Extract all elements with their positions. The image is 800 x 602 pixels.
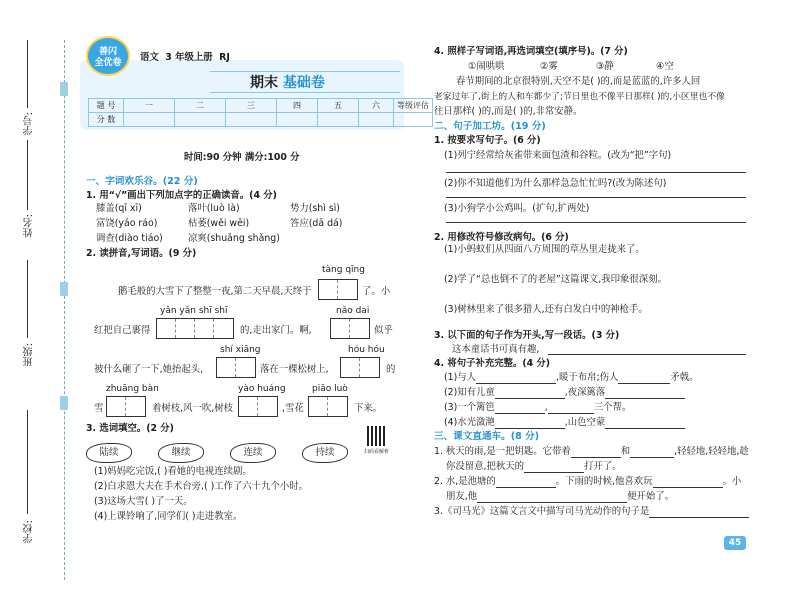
passage-text: 的 bbox=[386, 364, 396, 375]
passage-text: 鹅毛般的大雪下了整整一夜,第二天早晨,天终于 bbox=[118, 286, 312, 297]
c3-line[interactable]: 3.《司马光》这篇文言文中描写司马光动作的句子是 bbox=[434, 506, 749, 518]
c2-line2[interactable]: 朋友,他 便开始了。 bbox=[446, 491, 674, 502]
passage-text: ,雪花 bbox=[282, 403, 304, 414]
student-no-line[interactable] bbox=[27, 40, 28, 108]
q4-option: ④空 bbox=[656, 61, 674, 72]
class-label: 班级: bbox=[24, 343, 35, 367]
student-no-label: 学号: bbox=[24, 112, 35, 136]
s3-start: 这本童话书可真有趣, bbox=[452, 344, 540, 355]
passage-text: 雪 bbox=[94, 403, 104, 414]
time-score-line: 时间:90 分钟 满分:100 分 bbox=[184, 152, 300, 163]
s2-prompt: 2. 用修改符号修改病句。(6 分) bbox=[434, 232, 569, 243]
answer-line[interactable] bbox=[446, 197, 746, 198]
c2-line[interactable]: 2. 水,是池塘的 。下雨的时候,他喜欢玩 。小 bbox=[434, 476, 742, 487]
name-line[interactable] bbox=[27, 140, 28, 210]
word-option: 陆续 bbox=[86, 443, 132, 463]
binding-line bbox=[64, 40, 65, 580]
school-line[interactable] bbox=[27, 410, 28, 514]
q4-prompt: 4. 照样子写词语,再选词填空(填序号)。(7 分) bbox=[434, 46, 628, 57]
s4-prompt: 4. 将句子补充完整。(4 分) bbox=[434, 358, 551, 369]
qr-caption: 扫码看解析 bbox=[364, 449, 390, 455]
q3-item[interactable]: (4)上课铃响了,同学们( )走进教室。 bbox=[94, 511, 243, 522]
q1-item[interactable]: 调查(diào tiáo) bbox=[96, 233, 163, 244]
q4-option: ①闹哄哄 bbox=[468, 61, 505, 72]
answer-line[interactable] bbox=[548, 354, 746, 355]
answer-boxes[interactable] bbox=[156, 318, 234, 339]
q1-item[interactable]: 落叶(luò là) bbox=[188, 203, 240, 214]
exam-title: 期末 基础卷 bbox=[250, 75, 325, 91]
q4-option: ③静 bbox=[596, 61, 614, 72]
word-option: 持续 bbox=[302, 443, 348, 463]
passage-text: 落在一棵松树上, bbox=[260, 364, 329, 375]
q3-item[interactable]: (3)这场大雪( )了一天。 bbox=[94, 496, 193, 507]
passage-text: 着树枝,风一吹,树枝 bbox=[152, 403, 233, 414]
section-1-title: 一、字词欢乐谷。(22 分) bbox=[86, 176, 198, 187]
answer-boxes[interactable] bbox=[330, 318, 370, 339]
answer-boxes[interactable] bbox=[318, 279, 358, 300]
pinyin: nǎo dai bbox=[336, 306, 370, 316]
s2-item[interactable]: (1)小蚂蚁们从四面八方周围的草丛里走拢来了。 bbox=[444, 244, 645, 255]
name-label: 姓名: bbox=[24, 214, 35, 238]
pinyin: hóu hóu bbox=[348, 345, 385, 355]
c1-line[interactable]: 1. 秋天的雨,是一把钥匙。它带着 和 ,轻轻地,轻轻地,趁 bbox=[434, 446, 749, 457]
answer-boxes[interactable] bbox=[216, 357, 256, 378]
answer-boxes[interactable] bbox=[238, 396, 278, 417]
s3-prompt: 3. 以下面的句子作为开头,写一段话。(3 分) bbox=[434, 330, 620, 341]
word-option: 连续 bbox=[230, 443, 276, 463]
binding-mark bbox=[60, 282, 68, 296]
q3-item[interactable]: (2)白求恩大夫在手术台旁,( )工作了六十九个小时。 bbox=[94, 481, 309, 492]
s2-item[interactable]: (2)学了“总也倒不了的老屋”这篇课文,我印象很深刻。 bbox=[444, 274, 667, 285]
qr-code[interactable] bbox=[367, 426, 387, 446]
s4-item[interactable]: (1)与人 ,暖于布帛;伤人 矛戟。 bbox=[444, 372, 699, 383]
section-3-title: 三、课文直通车。(8 分) bbox=[434, 431, 540, 442]
answer-boxes[interactable] bbox=[308, 396, 348, 417]
passage-text: 被什么砸了一下,她抬起头, bbox=[94, 364, 204, 375]
section-2-title: 二、句子加工坊。(19 分) bbox=[434, 121, 546, 132]
s4-item[interactable]: (4)水光潋滟 ,山色空蒙 bbox=[444, 417, 685, 429]
subject-line: 语文 3 年级上册 RJ bbox=[140, 52, 230, 63]
binding-mark bbox=[60, 82, 68, 96]
q4-option: ②雾 bbox=[540, 61, 558, 72]
answer-line[interactable] bbox=[446, 172, 746, 173]
q1-item[interactable]: 富饶(yáo ráo) bbox=[96, 218, 158, 229]
q4-text[interactable]: 春节期间的北京很特别,天空不是( )的,而是蓝蓝的,许多人回 bbox=[456, 76, 701, 87]
q1-item[interactable]: 答应(dā dá) bbox=[290, 218, 343, 229]
passage-text: 似乎 bbox=[374, 325, 393, 336]
q1-item[interactable]: 膝盖(qī xī) bbox=[96, 203, 142, 214]
q3-prompt: 3. 选词填空。(2 分) bbox=[86, 423, 174, 434]
passage-text: 下来。 bbox=[354, 403, 383, 414]
pinyin: tàng qīng bbox=[322, 265, 365, 275]
q4-text[interactable]: 老家过年了,街上的人和车都少了;节日里也不像平日那样( )的,小区里也不像 bbox=[434, 92, 725, 102]
class-line[interactable] bbox=[27, 260, 28, 338]
pinyin: shí xiāng bbox=[220, 345, 261, 355]
word-option: 继续 bbox=[158, 443, 204, 463]
passage-text: 了。小 bbox=[362, 286, 391, 297]
page-number: 45 bbox=[724, 536, 746, 550]
s4-item[interactable]: (3)一个篱笆 , 三个帮。 bbox=[444, 402, 632, 413]
answer-boxes[interactable] bbox=[340, 357, 380, 378]
s1-prompt: 1. 按要求写句子。(6 分) bbox=[434, 135, 541, 146]
q2-prompt: 2. 读拼音,写词语。(9 分) bbox=[86, 248, 197, 259]
answer-line[interactable] bbox=[446, 222, 746, 223]
s4-item[interactable]: (2)知有儿童 ,夜深篱落 bbox=[444, 387, 685, 399]
school-label: 学校: bbox=[24, 520, 35, 544]
s1-item: (2)你不知道他们为什么那样急急忙忙吗?(改为陈述句) bbox=[444, 178, 667, 189]
passage-text: 的,走出家门。啊, bbox=[240, 325, 312, 336]
c1-line2[interactable]: 你没留意,把秋天的 打开了。 bbox=[446, 461, 622, 472]
binding-mark bbox=[60, 396, 68, 410]
score-table: 题 号 一 二 三 四 五 六 等级评估 分 数 bbox=[88, 98, 433, 127]
brand-logo: 善闪 全优卷 bbox=[86, 36, 130, 76]
q1-item[interactable]: 凉爽(shuǎng shǎng) bbox=[188, 233, 280, 244]
q3-item[interactable]: (1)妈妈吃完饭,( )看她的电视连续剧。 bbox=[94, 466, 252, 477]
pinyin: piāo luò bbox=[312, 384, 348, 394]
s1-item: (1)列宁经常给灰雀带来面包渣和谷粒。(改为“把”字句) bbox=[444, 150, 672, 161]
s1-item: (3)小狗学小公鸡叫。(扩句,扩两处) bbox=[444, 203, 590, 214]
pinyin: yǎn yǎn shī shī bbox=[160, 306, 228, 316]
passage-text: 红把自己裹得 bbox=[94, 325, 151, 336]
s2-item[interactable]: (3)树林里来了很多猎人,还有白发白中的神枪手。 bbox=[444, 304, 648, 315]
pinyin: yào huáng bbox=[238, 384, 286, 394]
q1-item[interactable]: 枯萎(wěi wēi) bbox=[188, 218, 250, 229]
pinyin: zhuāng bàn bbox=[106, 384, 159, 394]
q1-prompt: 1. 用“√”画出下列加点字的正确读音。(4 分) bbox=[86, 190, 277, 201]
q1-item[interactable]: 势力(shì sì) bbox=[290, 203, 340, 214]
answer-boxes[interactable] bbox=[106, 396, 146, 417]
q4-text[interactable]: 往日那样( )的,而是( )的,非常安静。 bbox=[434, 106, 583, 117]
